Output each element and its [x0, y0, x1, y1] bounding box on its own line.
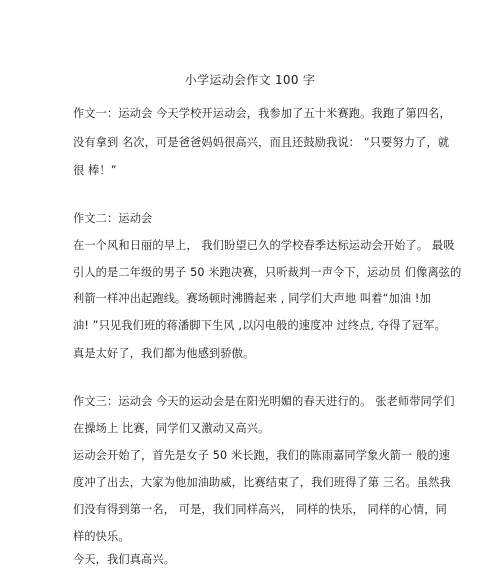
essay3-line-5: 们没有得到第一名， 可是，我们同样高兴， 同样的快乐， 同样的心情，同	[73, 503, 447, 516]
essay2-line-2: 引人的是二年级的男子 50 米跑决赛，只听裁判一声令下，运动员 们像离弦的	[73, 266, 462, 279]
essay1-line-1: 作文一：运动会 今天学校开运动会，我参加了五十米赛跑。我跑了第四名，	[73, 107, 451, 120]
essay3-line-3: 运动会开始了，首先是女子 50 米长跑，我们的陈雨嘉同学象火箭一 般的速	[73, 449, 451, 462]
essay3-line-2: 在操场上 比赛，同学们又激动又高兴。	[73, 422, 270, 435]
essay1-line-3: 很 棒！”	[73, 164, 117, 177]
essay3-line-4: 度冲了出去，大家为他加油助威，比赛结束了，我们班得了第 三名。虽然我	[73, 476, 451, 489]
document-title: 小学运动会作文 100 字	[184, 73, 316, 87]
essay3-line-1: 作文三：运动会 今天的运动会是在阳光明媚的春天进行的。 张老师带同学们	[73, 395, 455, 408]
essay1-line-2: 没有拿到 名次，可是爸爸妈妈很高兴，而且还鼓励我说： “只要努力了，就	[73, 136, 450, 149]
essay2-heading: 作文二：运动会	[73, 212, 153, 225]
essay2-line-1: 在一个风和日丽的早上， 我们盼望已久的学校春季达标运动会开始了。 最吸	[73, 239, 455, 252]
essay3-line-7: 今天，我们真高兴。	[73, 553, 176, 566]
essay2-line-5: 真是太好了，我们都为他感到骄傲。	[73, 347, 255, 360]
essay2-line-4: 油! ”只见我们班的蒋潘脚下生风 ,以闪电般的速度冲 过终点, 夺得了冠军。	[73, 319, 446, 332]
essay3-line-6: 样的快乐。	[73, 530, 130, 543]
essay2-line-3: 利箭一样冲出起跑线。赛场顿时沸腾起来 , 同学们大声地 叫着“加油 !加	[73, 292, 431, 305]
